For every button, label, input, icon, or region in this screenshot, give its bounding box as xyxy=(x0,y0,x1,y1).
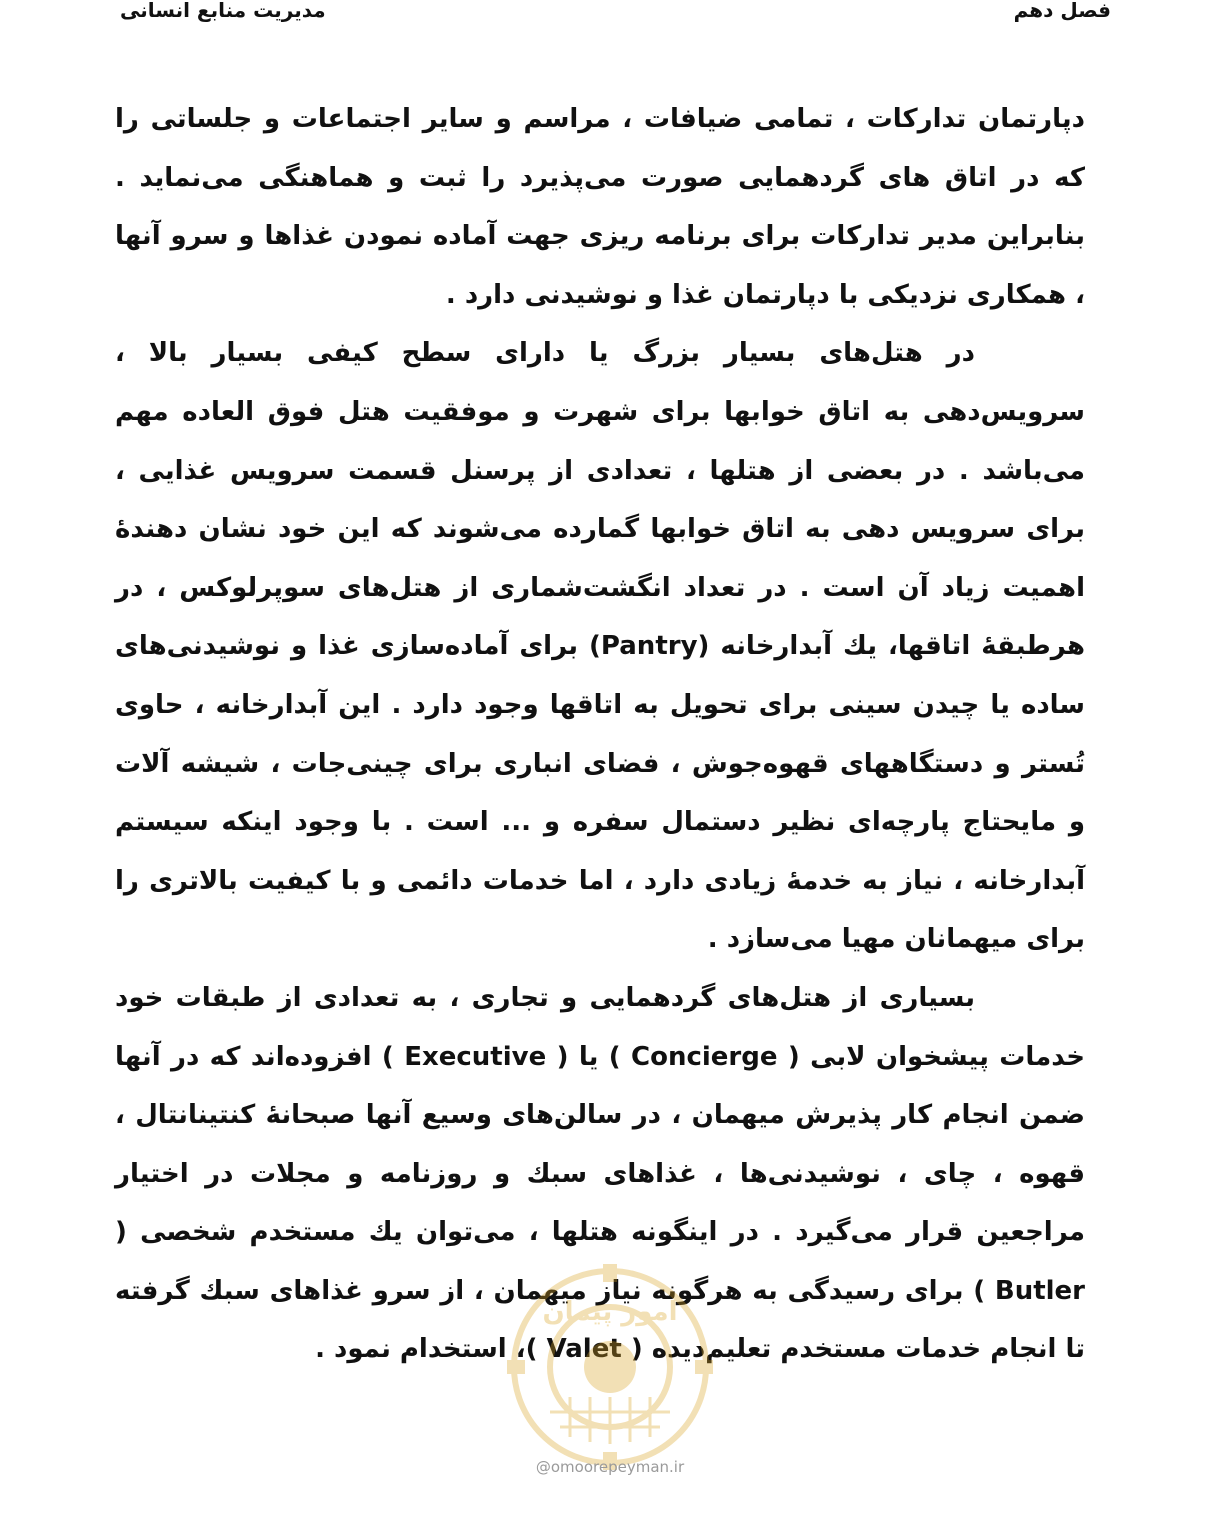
book-title: مدیریت منابع انسانی xyxy=(120,0,326,22)
watermark-seal-text: امور پیمان xyxy=(542,1297,678,1327)
watermark-seal-icon xyxy=(505,1262,715,1472)
paragraph-2: در هتل‌های بسیار بزرگ یا دارای سطح کیفی بسیار بالا ، سرویس‌دهی به اتاق خوابها برای شهرت و موفقیت هتل فوق العاده مهم می‌باشد . در بعضی از هتلها ، تعدادی از پرسنل قسمت سرویس غذایی ، برای سرویس دهی به اتاق خوابها گمارده می‌شوند که این خود نشان دهندهٔ اهمیت زیاد آن است . در تعداد انگشت‌شماری از هتل‌های سوپرلوکس ، در هرطبقهٔ اتاقها، یك آبدارخانه (Pantry) برای آماده‌سازی غذا و نوشیدنی‌های ساده یا چیدن سینی برای تحویل به اتاقها وجود دارد . این آبدارخانه ، حاوی تُستر و دستگاههای قهوه‌جوش ، فضای انباری برای چینی‌جات ، شیشه آلات و مایحتاج پارچه‌ای نظیر دستمال سفره و ... است . با وجود اینکه سیستم آبدارخانه ، نیاز به خدمهٔ زیادی دارد ، اما خدمات دائمی و با کیفیت بالاتری را برای میهمانان مهیا می‌سازد . xyxy=(115,338,1085,955)
watermark-url: @omoorepeyman.ir xyxy=(535,1458,685,1476)
page-body xyxy=(115,90,1085,1379)
paragraph-1: دپارتمان تدارکات ، تمامی ضیافات ، مراسم و سایر اجتماعات و جلساتی را که در اتاق های گردهمایی صورت می‌پذیرد را ثبت و هماهنگی می‌نماید . بنابراین مدیر تدارکات برای برنامه ریزی جهت آماده نمودن غذاها و سرو آنها ، همکاری نزدیکی با دپارتمان غذا و نوشیدنی دارد . xyxy=(115,104,1085,310)
page-header xyxy=(0,0,1229,30)
paragraph-3: بسیاری از هتل‌های گردهمایی و تجاری ، به تعدادی از طبقات خود خدمات پیشخوان لابی ( Concierge ) یا ( Executive ) افزوده‌اند که در آنها ضمن انجام کار پذیرش میهمان ، در سالن‌های وسیع آنها صبحانهٔ کنتینانتال ، قهوه ، چای ، نوشیدنی‌ها ، غذاهای سبك و روزنامه و مجلات در اختیار مراجعین قرار می‌گیرد . در اینگونه هتلها ، می‌توان یك مستخدم شخصی ( Butler ) برای رسیدگی به هرگونه نیاز میهمان ، از سرو غذاهای سبك گرفته تا انجام خدمات مستخدم تعلیم‌دیده ( Valet )، استخدام نمود . xyxy=(115,982,1085,1365)
chapter-title: فصل دهم xyxy=(1013,0,1111,22)
